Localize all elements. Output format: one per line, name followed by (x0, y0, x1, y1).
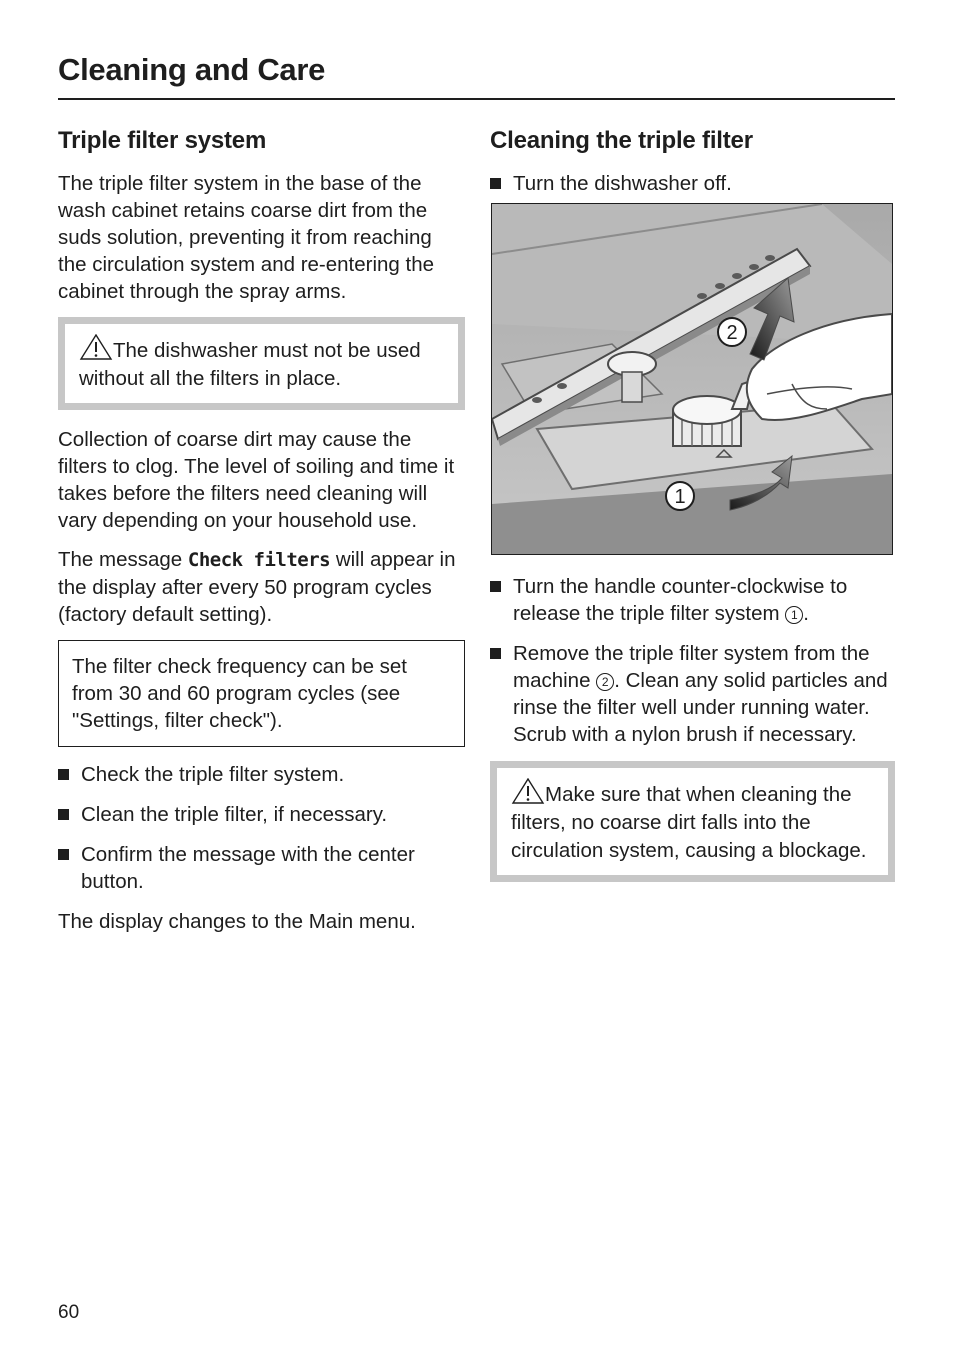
list-item (490, 170, 895, 197)
list-item (490, 573, 895, 627)
left-steps-list (58, 761, 465, 895)
note-box-filter-frequency: The filter check frequency can be set from 30 and 60 program cycles (see "Settings, filter check"). (58, 640, 465, 747)
turn-off-step-list (490, 170, 895, 197)
bullet-square-icon (490, 648, 501, 659)
step-turn-end: . (803, 602, 809, 625)
right-column (490, 124, 895, 898)
section-heading-cleaning-triple-filter: Cleaning the triple filter (490, 127, 753, 154)
step-text: Check the triple filter system. (81, 763, 345, 786)
page-number: 60 (58, 1302, 80, 1323)
bullet-square-icon (490, 581, 501, 592)
step-text: Turn the dishwasher off. (513, 172, 732, 195)
bullet-square-icon (58, 769, 69, 780)
marker-2-label: 2 (726, 322, 738, 344)
intro-paragraph: The triple filter system in the base of the wash cabinet retains coarse dirt from the suds solution, preventing it from reaching the circulation system and re-entering the cabinet through the spray arms. (58, 172, 435, 303)
warning-text-filters: The dishwasher must not be used without all the filters in place. (79, 339, 421, 390)
marker-1-label: 1 (674, 486, 686, 508)
list-item (490, 640, 895, 748)
title-rule (58, 98, 895, 100)
section-heading-triple-filter-system: Triple filter system (58, 127, 267, 154)
bullet-square-icon (58, 809, 69, 820)
step-text: Clean the triple filter, if necessary. (81, 803, 388, 826)
warning-triangle-icon (511, 778, 545, 804)
step-remove-post: . Clean any solid particles and rinse the filter well under running water. Scrub with a nylon brush if necessary. (513, 669, 888, 746)
message-suffix: will appear in the display after every 50 program cycles (factory default setting). (58, 548, 456, 626)
list-item (58, 761, 465, 788)
closing-paragraph: The display changes to the Main menu. (58, 910, 416, 933)
step-turn-text: Turn the handle counter-clockwise to release the triple filter system (513, 575, 848, 625)
filter-removal-illustration (491, 203, 893, 555)
step-remove-pre: Remove the triple filter system from the machine (513, 642, 870, 692)
list-item (58, 841, 465, 895)
message-paragraph (58, 546, 465, 628)
display-message-check-filters: Check filters (187, 549, 331, 571)
ref-1-circle-icon: 1 (785, 606, 803, 624)
page-title: Cleaning and Care (58, 52, 326, 87)
step-text: Confirm the message with the center button. (81, 843, 415, 893)
collection-paragraph: Collection of coarse dirt may cause the filters to clog. The level of soiling and time it takes before the filters need cleaning will vary depending on your household use. (58, 428, 455, 532)
warning-box-coarse-dirt (490, 761, 895, 882)
warning-text-coarse-dirt: Make sure that when cleaning the filters, no coarse dirt falls into the circulation system, causing a blockage. (511, 783, 867, 862)
message-prefix: The message (58, 548, 188, 571)
list-item (58, 801, 465, 828)
ref-2-circle-icon: 2 (596, 673, 614, 691)
bullet-square-icon (58, 849, 69, 860)
warning-triangle-icon (79, 334, 113, 360)
warning-box-filters (58, 317, 465, 410)
left-column (58, 124, 465, 947)
bullet-square-icon (490, 178, 501, 189)
right-steps-list (490, 573, 895, 748)
